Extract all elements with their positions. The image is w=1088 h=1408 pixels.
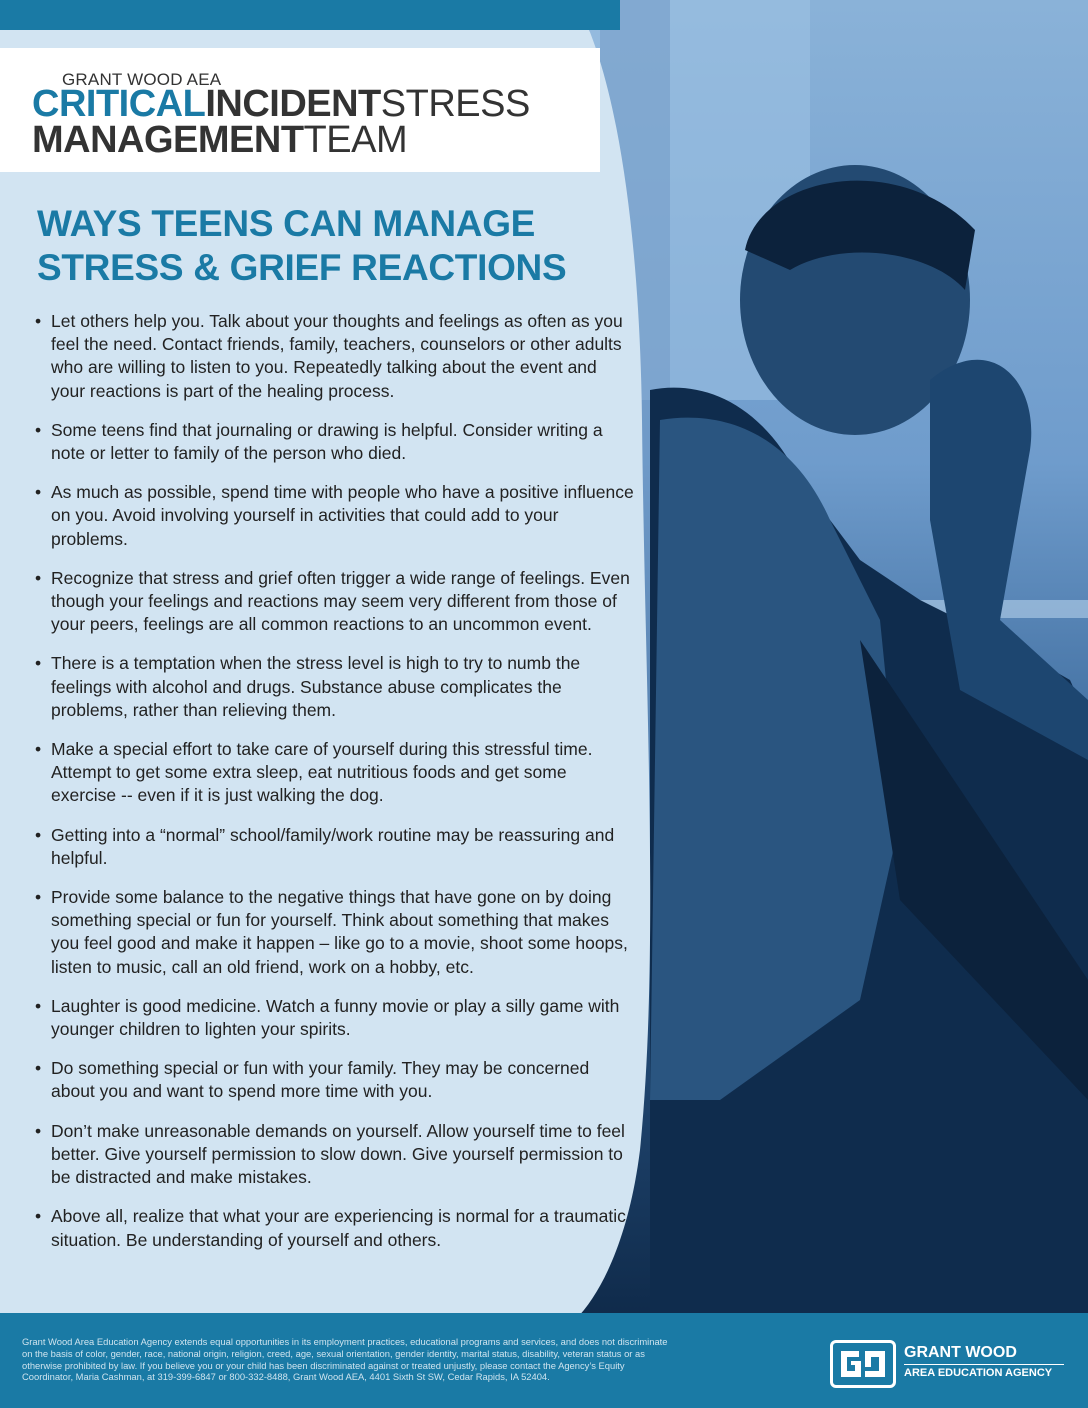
tip-text: Some teens find that journaling or drawing is helpful. Consider writing a note or letter to family of the person who died. bbox=[51, 419, 603, 464]
tip-text: There is a temptation when the stress level is high to try to numb the feelings with alcohol and drugs. Substance abuse complicates the problems, rather than relieving them. bbox=[51, 653, 581, 720]
bullet-dot: • bbox=[35, 1120, 42, 1141]
equal-opportunity-disclaimer: Grant Wood Area Education Agency extends equal opportunities in its employment practices, educational programs and services, and does not discriminate on the basis of color, gender, race, national origin, religion, creed, age, sexual orientation, gender identity, marital status, disability, veteran status or as otherwise prohibited by law. If you believe you or your child has been discriminated against or treated unjustly, please contact the Agency’s Equity Coordinator, Maria Cashman, at 319-399-6847 or 800-332-8488, Grant Wood AEA, 4401 Sixth St SW, Cedar Rapids, IA 52404. bbox=[22, 1336, 668, 1383]
tip-text: Do something special or fun with your family. They may be concerned about you and want to spend more time with you. bbox=[51, 1058, 590, 1102]
headline-line1: WAYS TEENS CAN MANAGE bbox=[37, 203, 536, 244]
bullet-dot: • bbox=[35, 482, 42, 503]
bullet-dot: • bbox=[35, 567, 42, 588]
bullet-dot: • bbox=[35, 653, 42, 674]
tip-item bbox=[35, 1205, 635, 1251]
tip-item bbox=[35, 652, 635, 722]
page-headline bbox=[37, 202, 597, 290]
tip-text: Let others help you. Talk about your thoughts and feelings as often as you feel the need. Contact friends, family, teachers, counselors or other adults who are willing to listen to you. Repeatedly talking about the event and your reactions is part of the healing process. bbox=[51, 311, 623, 401]
tip-item bbox=[35, 824, 635, 870]
tip-text: Don’t make unreasonable demands on yourself. Allow yourself time to feel better. Give yourself permission to slow down. Give yourself permission to be distracted and make mistakes. bbox=[51, 1120, 625, 1188]
tip-item bbox=[35, 310, 635, 403]
tip-text: Provide some balance to the negative things that have gone on by doing something special or fun for yourself. Think about something that makes you feel good and make it happen – like go to a movie, shoot some hoops, listen to music, call an old friend, work on a hobby, etc. bbox=[51, 887, 628, 977]
logo-name: GRANT WOOD bbox=[904, 1344, 1017, 1361]
title-management: MANAGEMENT bbox=[32, 119, 304, 161]
org-name-small: GRANT WOOD AEA bbox=[62, 70, 222, 89]
tip-item bbox=[35, 1120, 635, 1190]
tip-item bbox=[35, 481, 635, 551]
grant-wood-logo-icon bbox=[830, 1340, 896, 1388]
tip-item bbox=[35, 738, 635, 808]
team-title-line2 bbox=[32, 120, 407, 160]
bullet-dot: • bbox=[35, 419, 42, 440]
tip-item bbox=[35, 995, 635, 1041]
team-title-line1 bbox=[32, 84, 530, 124]
tips-list bbox=[35, 310, 635, 1268]
title-incident: INCIDENT bbox=[205, 83, 381, 125]
bullet-dot: • bbox=[35, 311, 42, 331]
bullet-dot: • bbox=[35, 995, 42, 1016]
tip-text: Getting into a “normal” school/family/work routine may be reassuring and helpful. bbox=[51, 824, 615, 868]
headline-line2: STRESS & GRIEF REACTIONS bbox=[37, 247, 567, 288]
title-team: TEAM bbox=[303, 119, 408, 161]
title-stress: STRESS bbox=[380, 83, 530, 125]
bullet-dot: • bbox=[35, 887, 42, 908]
logo-subtitle: AREA EDUCATION AGENCY bbox=[904, 1367, 1053, 1379]
logo-divider bbox=[904, 1364, 1064, 1365]
tip-item bbox=[35, 567, 635, 637]
bullet-dot: • bbox=[35, 1058, 42, 1079]
bullet-dot: • bbox=[35, 1206, 42, 1227]
top-accent-bar bbox=[0, 0, 620, 30]
tip-item bbox=[35, 1057, 635, 1103]
tip-text: Above all, realize that what your are experiencing is normal for a traumatic situation. Be understanding of yourself and others. bbox=[51, 1206, 626, 1250]
logo-mark-icon bbox=[833, 1343, 893, 1385]
tip-text: As much as possible, spend time with people who have a positive influence on you. Avoid involving yourself in activities that could add to your problems. bbox=[51, 482, 634, 549]
tip-text: Recognize that stress and grief often trigger a wide range of feelings. Even though your feelings and reactions may seem very different from those of your peers, feelings are all common reactions to an uncommon event. bbox=[51, 567, 630, 635]
tip-item bbox=[35, 886, 635, 979]
tip-item bbox=[35, 419, 635, 465]
bullet-dot: • bbox=[35, 739, 42, 760]
title-critical: CRITICAL bbox=[32, 83, 206, 125]
tip-text: Make a special effort to take care of yourself during this stressful time. Attempt to get some extra sleep, eat nutritious foods and get some exercise -- even if it is just walking the dog. bbox=[51, 739, 593, 806]
tip-text: Laughter is good medicine. Watch a funny movie or play a silly game with younger children to lighten your spirits. bbox=[51, 995, 620, 1040]
bullet-dot: • bbox=[35, 824, 42, 845]
